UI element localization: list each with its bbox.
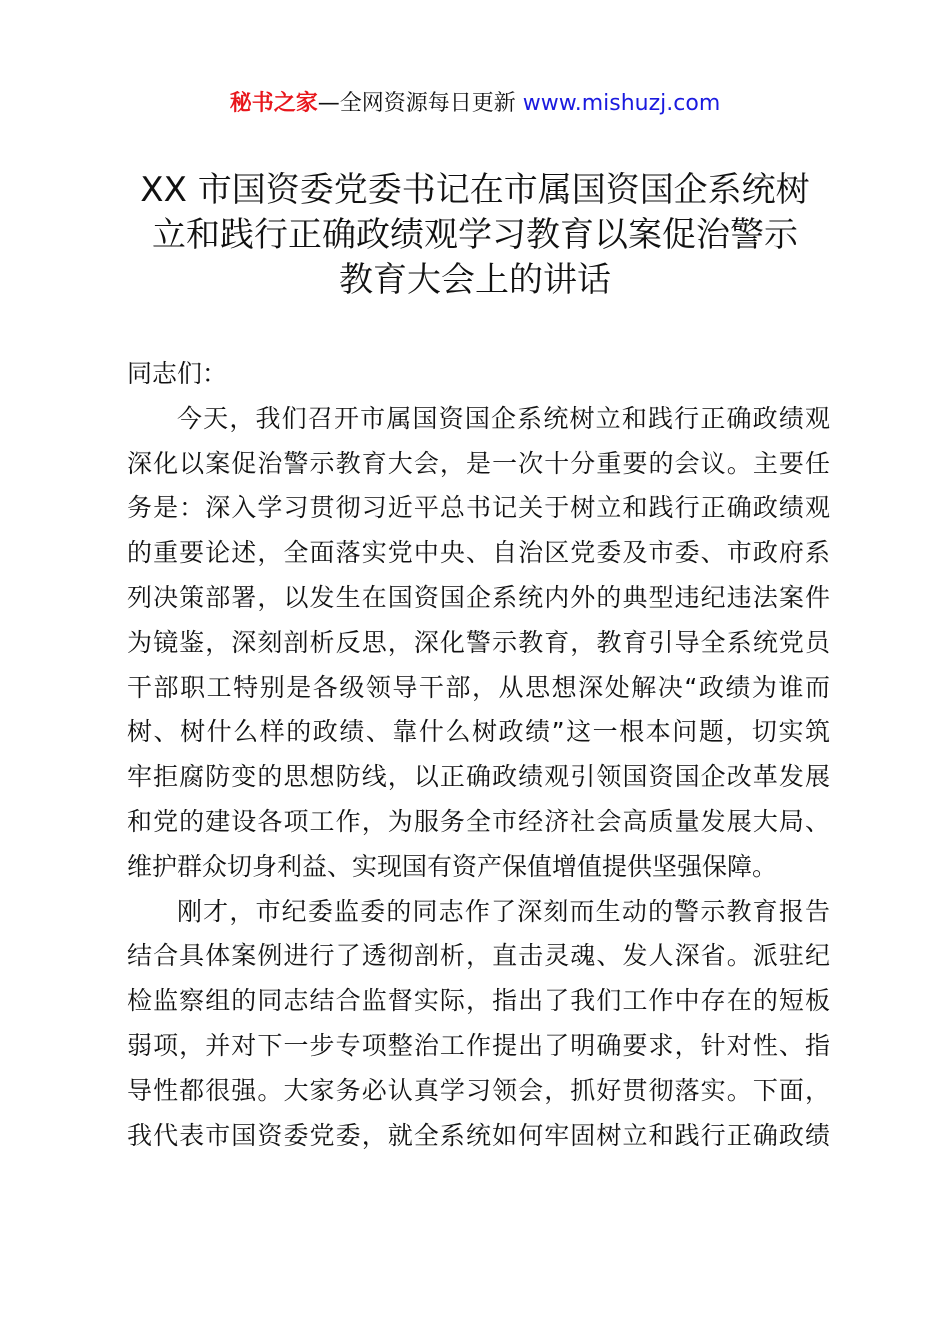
paragraph-line: 检监察组的同志结合监督实际，指出了我们工作中存在的短板 bbox=[127, 986, 830, 1016]
document-title bbox=[120, 168, 830, 303]
paragraph-line: 刚才，市纪委监委的同志作了深刻而生动的警示教育报告 bbox=[177, 896, 830, 926]
paragraph-line: 我代表市国资委党委，就全系统如何牢固树立和践行正确政绩 bbox=[127, 1120, 830, 1150]
paragraph-line: 深化以案促治警示教育大会，是一次十分重要的会议。主要任 bbox=[127, 448, 830, 478]
site-banner bbox=[0, 88, 950, 120]
paragraph-line: 列决策部署，以发生在国资国企系统内外的典型违纪违法案件 bbox=[127, 582, 830, 612]
paragraph-line: 干部职工特别是各级领导干部，从思想深处解决“政绩为谁而 bbox=[127, 672, 830, 702]
paragraph-line: 维护群众切身利益、实现国有资产保值增值提供坚强保障。 bbox=[127, 851, 778, 881]
paragraph-line: 今天，我们召开市属国资国企系统树立和践行正确政绩观 bbox=[177, 403, 830, 433]
paragraph-line: 为镜鉴，深刻剖析反思，深化警示教育，教育引导全系统党员 bbox=[127, 627, 830, 657]
paragraph-line: 务是：深入学习贯彻习近平总书记关于树立和践行正确政绩观 bbox=[127, 493, 830, 523]
document-body bbox=[127, 352, 830, 1158]
paragraph-line: 结合具体案例进行了透彻剖析，直击灵魂、发人深省。派驻纪 bbox=[127, 941, 830, 971]
title-line: 教育大会上的讲话 bbox=[339, 260, 611, 300]
paragraph-line: 和党的建设各项工作，为服务全市经济社会高质量发展大局、 bbox=[127, 806, 830, 836]
banner-slogan: —全网资源每日更新 bbox=[317, 91, 523, 116]
site-url[interactable]: www.mishuzj.com bbox=[522, 91, 721, 116]
salutation: 同志们： bbox=[127, 359, 228, 388]
title-line: 立和践行正确政绩观学习教育以案促治警示 bbox=[152, 215, 798, 255]
paragraph-line: 导性都很强。大家务必认真学习领会，抓好贯彻落实。下面， bbox=[127, 1075, 830, 1105]
paragraph-line: 的重要论述，全面落实党中央、自治区党委及市委、市政府系 bbox=[127, 538, 830, 568]
paragraph-line: 牢拒腐防变的思想防线，以正确政绩观引领国资国企改革发展 bbox=[127, 762, 830, 792]
brand-name: 秘书之家 bbox=[229, 91, 318, 116]
paragraph-line: 树、树什么样的政绩、靠什么树政绩”这一根本问题，切实筑 bbox=[127, 717, 830, 747]
paragraph bbox=[127, 397, 830, 890]
paragraph-line: 弱项，并对下一步专项整治工作提出了明确要求，针对性、指 bbox=[127, 1030, 830, 1060]
paragraph bbox=[127, 890, 830, 1159]
title-line: XX 市国资委党委书记在市属国资国企系统树 bbox=[140, 170, 810, 210]
